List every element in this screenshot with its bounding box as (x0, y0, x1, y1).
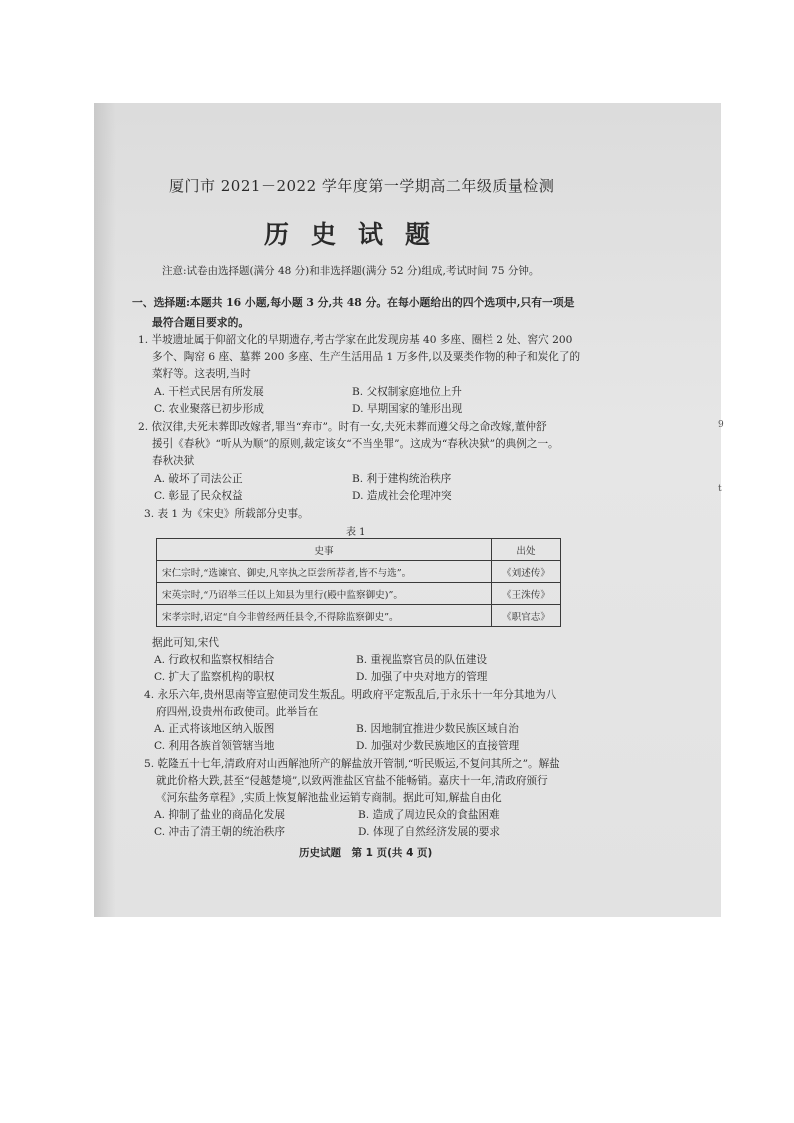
q2-line2: 援引《春秋》“听从为顺”的原则,裁定该女“不当坐罪”。这成为“春秋决狱”的典例之一。 (152, 438, 559, 450)
q1-line2: 多个、陶窑 6 座、墓葬 200 多座、生产生活用品 1 万多件,以及粟类作物的种子和炭化了的 (152, 351, 581, 363)
table-cell-event: 宋英宗时,“乃诏举三任以上知县为里行(殿中监察御史)”。 (157, 583, 492, 605)
exam-title: 厦门市 2021－2022 学年度第一学期高二年级质量检测 (169, 177, 555, 195)
photographed-page (94, 103, 721, 917)
q3-option-b: B. 重视监察官员的队伍建设 (356, 654, 488, 666)
q2-option-c: C. 彰显了民众权益 (154, 490, 243, 502)
q3-option-a: A. 行政权和监察权相结合 (154, 654, 275, 666)
q5-option-a: A. 抑制了盐业的商品化发展 (154, 809, 285, 821)
table-row (157, 583, 561, 605)
q4-line1: 4. 永乐六年,贵州思南等宣慰使司发生叛乱。明政府平定叛乱后,于永乐十一年分其地为八 (144, 689, 557, 701)
table-cell-event: 宋孝宗时,诏定“自今非曾经两任县令,不得除监察御史”。 (157, 605, 492, 627)
q4-option-a: A. 正式将该地区纳入版图 (154, 723, 275, 735)
q5-option-b: B. 造成了周边民众的食盐困难 (358, 809, 500, 821)
table-row (157, 605, 561, 627)
q3-option-d: D. 加强了中央对地方的管理 (356, 671, 488, 683)
q1-option-c: C. 农业聚落已初步形成 (154, 403, 264, 415)
edge-mark: t (718, 484, 722, 494)
q2-option-d: D. 造成社会伦理冲突 (352, 490, 452, 502)
q5-option-c: C. 冲击了清王朝的统治秩序 (154, 826, 285, 838)
q1-option-a: A. 干栏式民居有所发展 (154, 386, 264, 398)
table-cell-source: 《职官志》 (492, 605, 561, 627)
q2-option-a: A. 破坏了司法公正 (154, 473, 243, 485)
q4-option-d: D. 加强对少数民族地区的直接管理 (356, 740, 520, 752)
q2-line1: 2. 依汉律,夫死未葬即改嫁者,罪当“弃市”。时有一女,夫死未葬而遵父母之命改嫁,董仲舒 (138, 421, 547, 433)
q4-line2: 府四州,设贵州布政使司。此举旨在 (156, 706, 319, 718)
exam-notice: 注意:试卷由选择题(满分 48 分)和非选择题(满分 52 分)组成,考试时间 75 分钟。 (162, 265, 540, 277)
q4-option-b: B. 因地制宜推进少数民族区域自治 (356, 723, 519, 735)
section-heading-cont: 最符合题目要求的。 (152, 316, 250, 329)
page-footer: 历史试题 第 1 页(共 4 页) (299, 847, 433, 859)
q3-line1: 3. 表 1 为《宋史》所载部分史事。 (144, 508, 309, 520)
q1-option-d: D. 早期国家的雏形出现 (352, 403, 463, 415)
section-heading: 一、选择题:本题共 16 小题,每小题 3 分,共 48 分。在每小题给出的四个选项中,只有一项是 (132, 296, 575, 309)
q1-option-b: B. 父权制家庭地位上升 (352, 386, 462, 398)
q5-line3: 《河东盐务章程》,实质上恢复解池盐业运销专商制。据此可知,解盐自由化 (156, 792, 502, 804)
history-events-table (156, 538, 561, 627)
edge-mark: 9 (718, 420, 724, 430)
subject-title: 历史试题 (264, 220, 453, 249)
table-row (157, 561, 561, 583)
table-header-event: 史事 (157, 539, 492, 561)
q5-line2: 就此价格大跌,甚至“侵越楚境”,以致两淮盐区官盐不能畅销。嘉庆十一年,清政府颁行 (156, 775, 548, 787)
q2-option-b: B. 利于建构统治秩序 (352, 473, 452, 485)
table-cell-source: 《刘述传》 (492, 561, 561, 583)
q1-line3: 菜籽等。这表明,当时 (152, 368, 251, 380)
q5-line1: 5. 乾隆五十七年,清政府对山西解池所产的解盐放开管制,“听民贩运,不复问其所之”。解盐 (144, 758, 560, 770)
table-cell-source: 《王洙传》 (492, 583, 561, 605)
table-cell-event: 宋仁宗时,“选谏官、御史,凡宰执之臣尝所荐者,皆不与选”。 (157, 561, 492, 583)
q5-option-d: D. 体现了自然经济发展的要求 (358, 826, 500, 838)
table-caption: 表 1 (346, 527, 366, 538)
q1-line1: 1. 半坡遗址属于仰韶文化的早期遗存,考古学家在此发现房基 40 多座、圈栏 2 处、窖穴 200 (138, 334, 573, 346)
q3-option-c: C. 扩大了监察机构的职权 (154, 671, 275, 683)
q2-line3: 春秋决狱 (152, 455, 195, 467)
page-shadow (94, 103, 116, 917)
table-header-source: 出处 (492, 539, 561, 561)
q4-option-c: C. 利用各族首领管辖当地 (154, 740, 275, 752)
q3-stem: 据此可知,宋代 (152, 637, 219, 649)
table-header-row (157, 539, 561, 561)
